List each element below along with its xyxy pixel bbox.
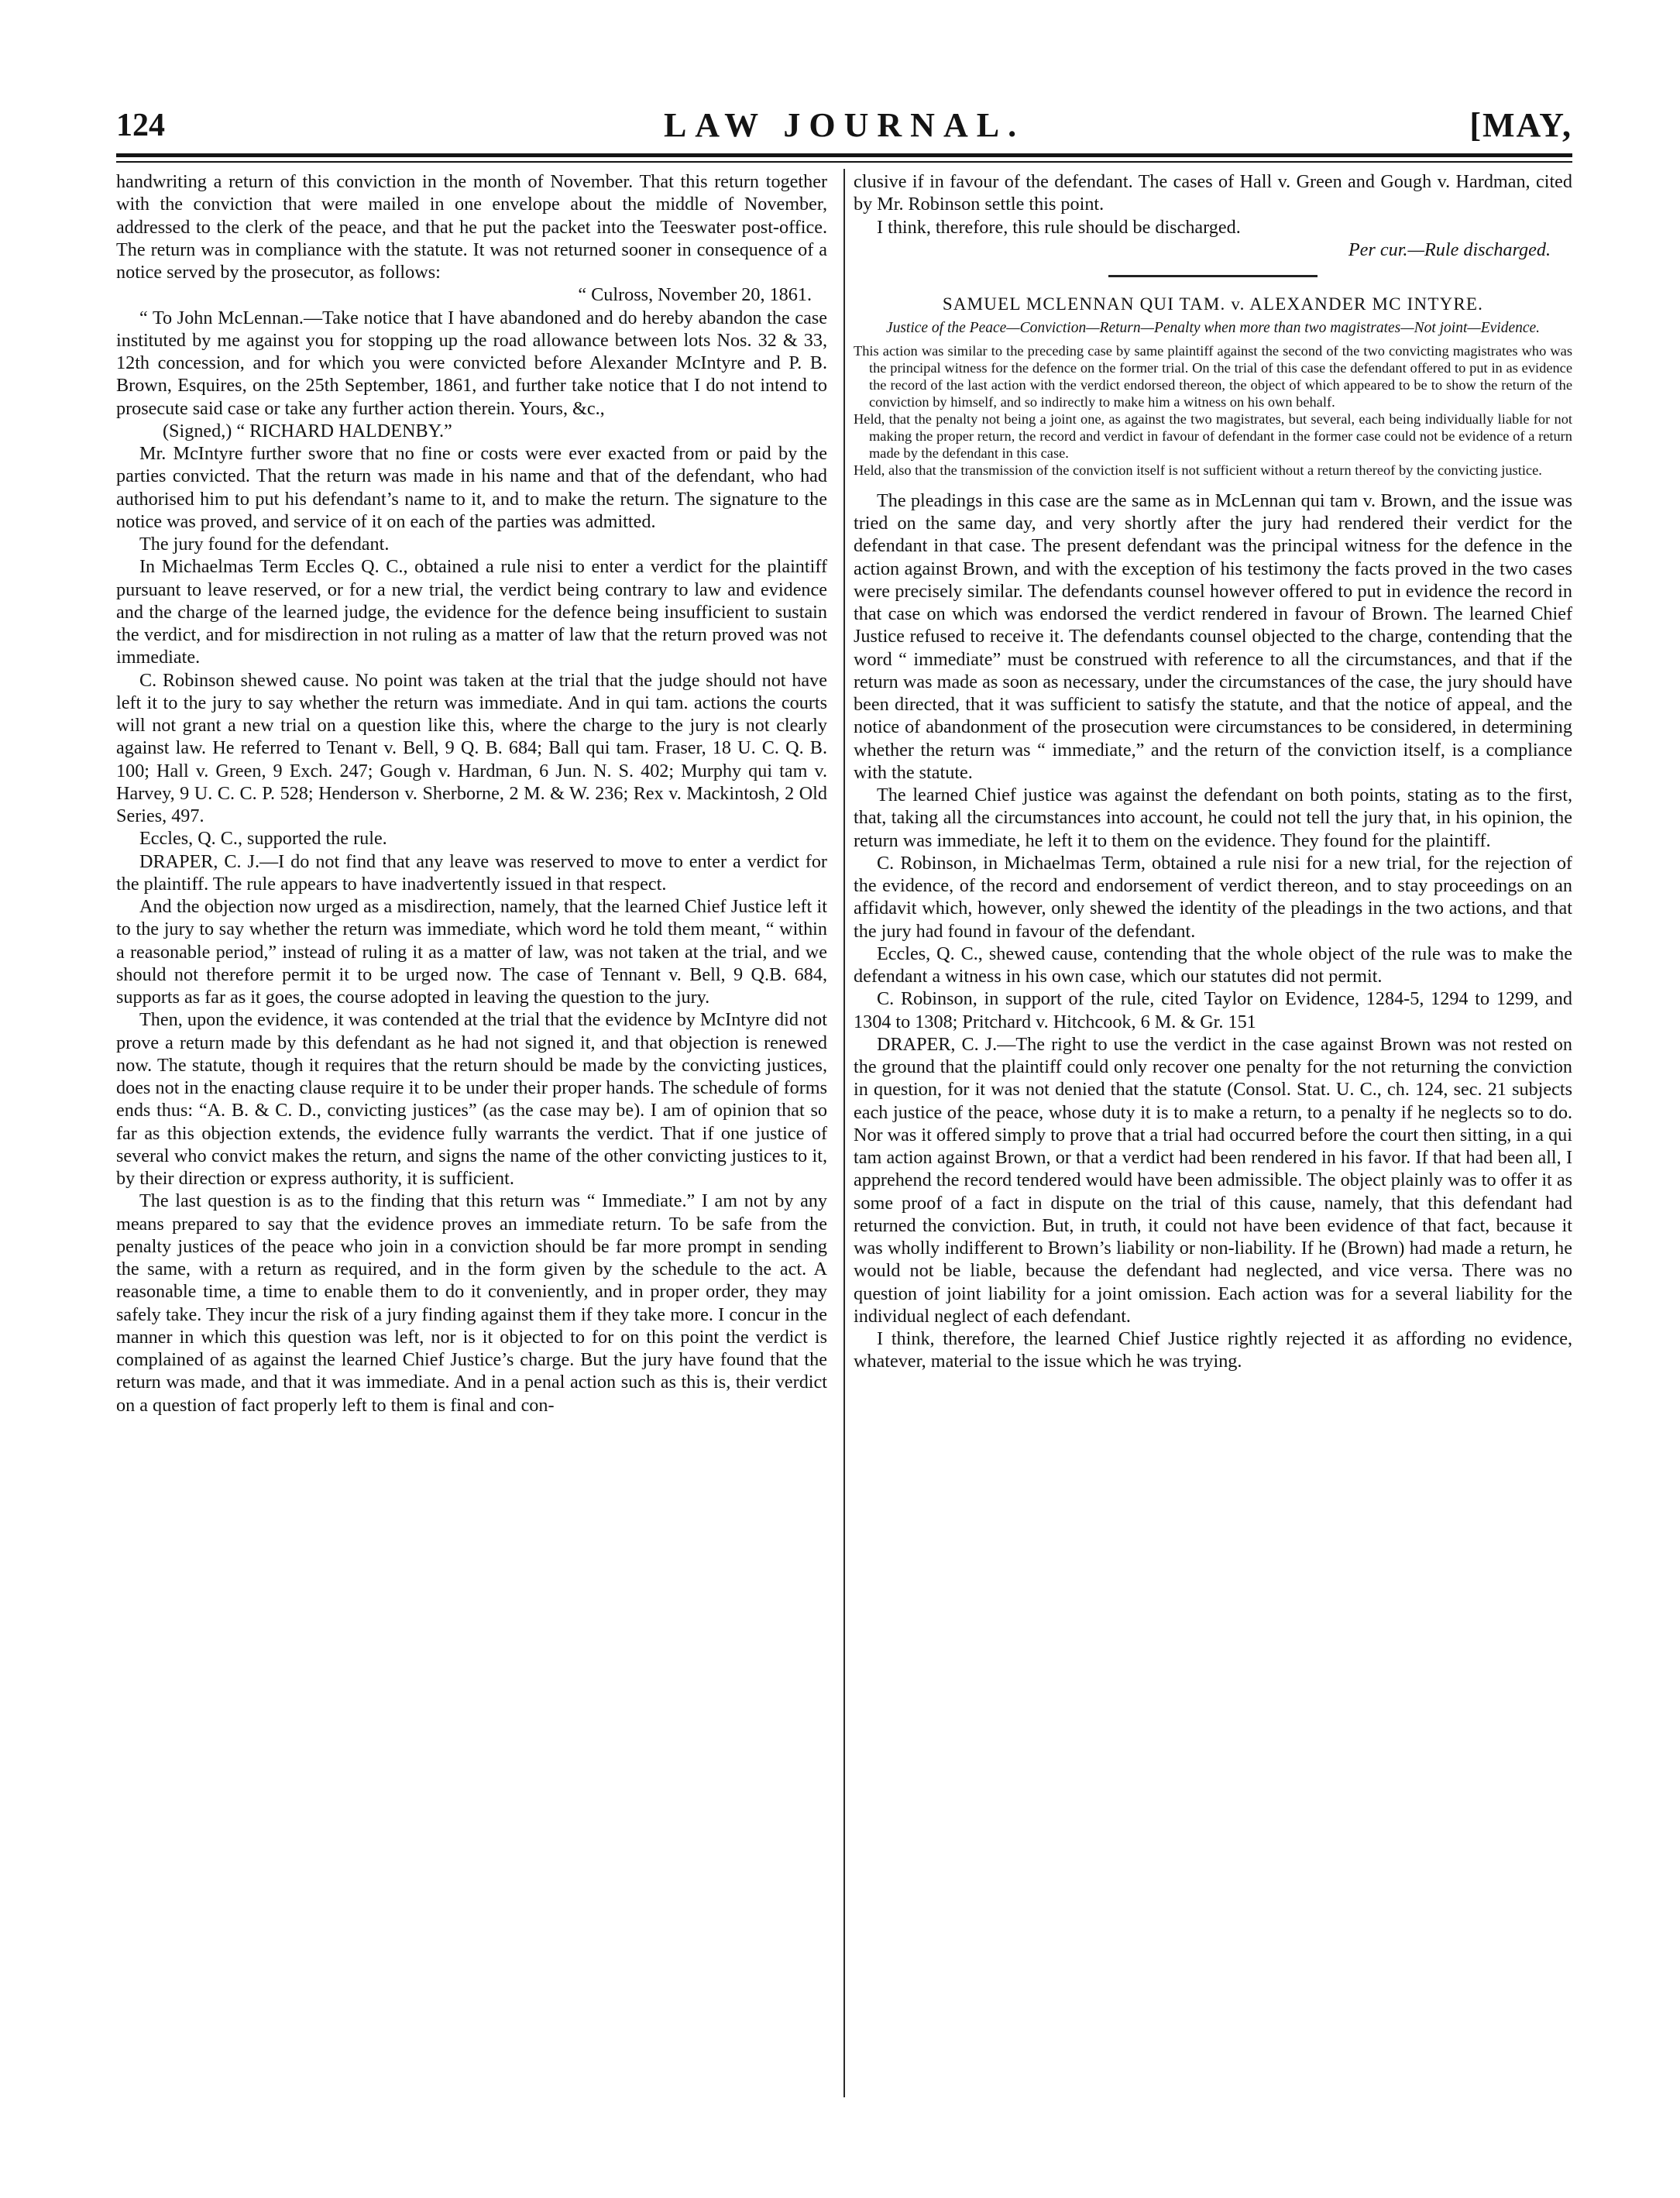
paragraph: In Michaelmas Term Eccles Q. C., obtained a rule nisi to enter a verdict for the plaintiff pursuant to leave reserved, or for a new trial, the verdict being contrary to law and evidence and the charge of the learned judge, the evidence for the defence being insufficient to sustain the verdict, and for misdirection in not ruling as a matter of law that the return proved was not immediate. [116, 556, 827, 668]
paragraph: C. Robinson, in support of the rule, cited Taylor on Evidence, 1284-5, 1294 to 1299, and 1304 to 1308; Pritchard v. Hitchcook, 6 M. & Gr. 151 [854, 988, 1572, 1032]
paragraph: Mr. McIntyre further swore that no fine or costs were ever exacted from or paid by the parties convicted. That the return was made in his name and that of the defendant, who had authorised him to put his defendant’s name to it, and to make the return. The signature to the notice was proved, and service of it on each of the parties was admitted. [116, 443, 827, 532]
paragraph: Eccles, Q. C., shewed cause, contending that the whole object of the rule was to make the defendant a witness in his own case, which our statutes did not permit. [854, 943, 1572, 987]
headnote-paragraph: Held, also that the transmission of the conviction itself is not sufficient without a return thereof by the convicting justice. [854, 462, 1542, 478]
letter-place-date: “ Culross, November 20, 1861. [578, 284, 812, 306]
paragraph: C. Robinson shewed cause. No point was taken at the trial that the judge should not have left it to the jury to say whether the return was immediate. And in qui tam. actions the courts will not grant a new trial on a question like this, where the charge to the jury is not clearly against law. He referred to Tenant v. Bell, 9 Q. B. 684; Ball qui tam. Fraser, 18 U. C. Q. B. 100; Hall v. Green, 9 Exch. 247; Gough v. Hardman, 6 Jun. N. S. 402; Murphy qui tam v. Harvey, 9 U. C. C. P. 528; Henderson v. Sherborne, 2 M. & W. 236; Rex v. Mackintosh, 2 Old Series, 497. [116, 669, 827, 826]
header-rule-thick [116, 153, 1572, 157]
paragraph: DRAPER, C. J.—I do not find that any leave was reserved to move to enter a verdict for the plaintiff. The rule appears to have inadvertently issued in that respect. [116, 850, 827, 895]
paragraph: handwriting a return of this conviction in the month of November. That this return together with the conviction that were mailed in one envelope about the middle of November, addressed to the clerk of the peace, and that he put the packet into the Teeswater post-office. The return was in compliance with the statute. It was not returned sooner in consequence of a notice served by the prosecutor, as follows: [116, 171, 827, 283]
letter-body: “ To John McLennan.—Take notice that I have abandoned and do hereby abandon the case instituted by me against you for stopping up the road allowance between lots Nos. 32 & 33, 12th concession, and for which you were convicted before Alexander McIntyre and P. B. Brown, Esquires, on the 25th September, 1861, and further take notice that I do not intend to prosecute said case or take any further action therein. Yours, &c., [116, 307, 827, 419]
left-column [116, 170, 827, 1417]
paragraph: I think, therefore, the learned Chief Justice rightly rejected it as affording no evidence, whatever, material to the issue which he was trying. [854, 1328, 1572, 1372]
case-title: SAMUEL MCLENNAN QUI TAM. v. ALEXANDER MC INTYRE. [942, 294, 1484, 314]
column-divider [843, 169, 845, 2097]
paragraph: Then, upon the evidence, it was contended at the trial that the evidence by McIntyre did not prove a return made by this defendant as he had not signed it, and that objection is renewed now. The statute, though it requires that the return should be made by the convicting justices, does not in the enacting clause require it to be under their proper hands. The schedule of forms ends thus: “A. B. & C. D., convicting justices” (as the case may be). I am of opinion that so far as this objection extends, the evidence fully warrants the verdict. That if one justice of several who convict makes the return, and signs the name of the other convicting justices to it, by their direction or express authority, it is sufficient. [116, 1009, 827, 1189]
paragraph: The pleadings in this case are the same as in McLennan qui tam v. Brown, and the issue was tried on the same day, and very shortly after the jury had rendered their verdict for the defendant in that case. The present defendant was the principal witness for the defence in the action against Brown, and with the exception of his testimony the facts proved in the two cases were precisely similar. The defendants counsel however offered to put in evidence the record in that case on which was endorsed the verdict rendered in favour of Brown. The learned Chief Justice refused to receive it. The defendants counsel objected to the charge, contending that the word “ immediate” must be construed with reference to all the circumstances, and that if the return was made as soon as necessary, under the circumstances of the case, the jury should have been directed, that it was sufficient to satisfy the statute, and that the notice of appeal, and the notice of abandonment of the prosecution were circumstances to be considered, in determining whether the return was “ immediate,” and the return of the conviction itself, is a compliance with the statute. [854, 489, 1572, 783]
paragraph: The learned Chief justice was against the defendant on both points, stating as to the first, that, taking all the circumstances into account, he could not tell the jury that, in his opinion, the return was immediate, he left it to them on the evidence. They found for the plaintiff. [854, 785, 1572, 851]
header-rule-thin [116, 161, 1572, 163]
running-head-month: [MAY, [1469, 106, 1572, 144]
paragraph: The last question is as to the finding that this return was “ Immediate.” I am not by any means prepared to say that the evidence proves an immediate return. To be safe from the penalty justices of the peace who join in a conviction should be far more prompt in sending the same, with a return as required, and in the form given by the schedule to the act. A reasonable time, a time to enable them to do it conveniently, and in proper order, they may safely take. They incur the risk of a jury finding against them if they take more. I concur in the manner in which this question was left, nor is it objected to for on this point the verdict is complained of as against the learned Chief Justice’s charge. But the jury have found that the return was made, and that it was immediate. And in a penal action such as this is, their verdict on a question of fact properly left to them is final and con- [116, 1190, 827, 1416]
case-divider [1108, 275, 1318, 277]
paragraph: And the objection now urged as a misdirection, namely, that the learned Chief Justice left it to the jury to say whether the return was immediate, which word he told them meant, “ within a reasonable period,” instead of ruling it as a matter of law, was not taken at the trial, and we should not therefore permit it to be urged now. The case of Tennant v. Bell, 9 Q.B. 684, supports as far as it goes, the course adopted in leaving the question to the jury. [116, 896, 827, 1008]
headnote [854, 342, 1572, 479]
paragraph: I think, therefore, this rule should be discharged. [877, 216, 1241, 238]
paragraph: clusive if in favour of the defendant. The cases of Hall v. Green and Gough v. Hardman, cited by Mr. Robinson settle this point. [854, 171, 1572, 215]
paragraph: C. Robinson, in Michaelmas Term, obtained a rule nisi for a new trial, for the rejection of the evidence, of the record and endorsement of verdict thereon, and to stay proceedings on an affidavit which, however, only shewed the identity of the pleadings in the two actions, and that the jury had found in favour of the defendant. [854, 852, 1572, 942]
paragraph: The jury found for the defendant. [139, 534, 390, 555]
per-curiam-line: Per cur.—Rule discharged. [1348, 239, 1551, 260]
paragraph: DRAPER, C. J.—The right to use the verdict in the case against Brown was not rested on the ground that the plaintiff could only recover one penalty for the not returning the conviction in question, for it was not denied that the statute (Consol. Stat. U. C., ch. 124, sec. 21 subjects each justice of the peace, whose duty it is to make a return, to a penalty if he neglects so to do. Nor was it offered simply to prove that a trial had occurred before the court then sitting, in a qui tam action against Brown, or that a verdict had been rendered in his favor. If that had been all, I apprehend the record tendered would have been admissible. The object plainly was to offer it as some proof of a fact in dispute on the trial of this cause, namely, that this defendant had returned the conviction. But, in truth, it could not have been evidence of that fact, because it was wholly indifferent to Brown’s liability or non-liability. If he (Brown) had made a return, he would not be liable, because the defendant had neglected, and vice versa. There was no question of joint liability for a joint omission. Each action was for a several liability for the individual neglect of each defendant. [854, 1033, 1572, 1327]
journal-title: LAW JOURNAL. [663, 106, 1026, 144]
running-head [116, 101, 1572, 155]
right-column [854, 170, 1572, 1373]
letter-signature: (Signed,) “ RICHARD HALDENBY.” [163, 420, 452, 441]
paragraph: Eccles, Q. C., supported the rule. [139, 828, 387, 850]
page-number: 124 [116, 108, 165, 143]
headnote-paragraph: Held, that the penalty not being a joint one, as against the two magistrates, but several, each being individually liable for not making the proper return, the record and verdict in favour of defendant in the former case could not be evidence of a return made by the defendant in this case. [854, 410, 1572, 461]
headnote-paragraph: This action was similar to the preceding case by same plaintiff against the second of the two convicting magistrates who was the principal witness for the defence on the former trial. On the trial of this case the defendant offered to put in as evidence the record of the last action with the verdict endorsed thereon, the object of which appeared to be to show the return of the conviction by himself, and so indirectly to make him a witness on his own behalf. [854, 342, 1572, 410]
headnote-topic: Justice of the Peace—Conviction—Return—Penalty when more than two magistrates—Not joint—Evidence. [885, 320, 1541, 337]
spacer [854, 479, 1572, 489]
